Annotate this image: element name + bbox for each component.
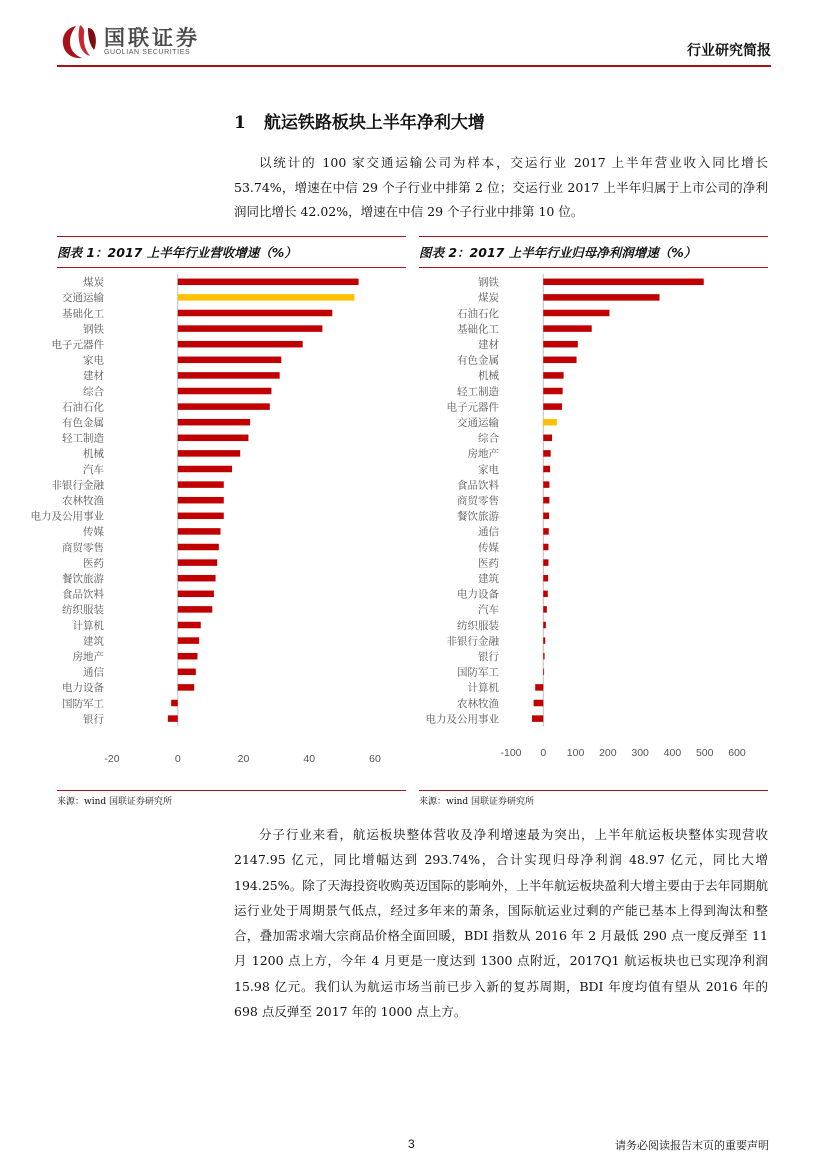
bar xyxy=(543,450,550,457)
bar xyxy=(543,669,544,676)
bar xyxy=(178,591,214,598)
category-label: 基础化工 xyxy=(457,323,499,336)
bar xyxy=(543,591,548,598)
section-heading xyxy=(234,108,485,133)
tick-label: 300 xyxy=(631,747,649,759)
bar xyxy=(178,372,280,379)
bar xyxy=(543,481,549,488)
paragraph-analysis: 分子行业来看，航运板块整体营收及净利增速最为突出，上半年航运板块整体实现营收 2147.95 亿元，同比增幅达到 293.74%，合计实现归母净利润 48.97 亿元，同比大增 194.25%。除了天海投资收购英迈国际的影响外，上半年航运板块盈利大增主要由于去年同期航运行业处于周期景气低点，经过多年来的萧条，国际航运业过剩的产能已基本上得到淘汰和整合，叠加需求端大宗商品价格全面回暖，BDI 指数从 2016 年 2 月最低 290 点一度反弹至 11 月 1200 点上方，今年 4 月更是一度达到 1300 点附近，2017Q1 航运板块也已实现净利润 15.98 亿元。我们认为航运市场当前已步入新的复苏周期，BDI 年度均值有望从 2016 年的 698 点反弹至 2017 年的 1000 点上方。 xyxy=(234,827,768,1020)
bar xyxy=(178,637,199,644)
source-rule xyxy=(57,790,406,791)
category-label: 纺织服装 xyxy=(457,619,499,632)
category-label: 农林牧渔 xyxy=(62,495,104,507)
category-label: 电子元器件 xyxy=(446,401,499,414)
tick-label: 200 xyxy=(599,747,617,759)
bar xyxy=(543,419,557,426)
category-label: 钢铁 xyxy=(478,276,499,289)
chart-panel-revenue xyxy=(30,236,406,807)
category-label: 银行 xyxy=(478,651,499,663)
bar xyxy=(543,559,548,566)
bar xyxy=(168,715,178,722)
bar xyxy=(543,403,562,410)
logo-text-cn: 国联证券 xyxy=(104,26,200,50)
tick-label: 40 xyxy=(303,753,316,765)
category-label: 食品饮料 xyxy=(457,479,499,492)
category-label: 商贸零售 xyxy=(457,495,499,507)
category-label: 石油石化 xyxy=(457,307,499,320)
bar xyxy=(543,341,578,348)
category-label: 家电 xyxy=(83,354,104,367)
category-label: 煤炭 xyxy=(478,292,499,305)
bar xyxy=(178,653,198,660)
category-label: 传媒 xyxy=(478,541,499,554)
bar xyxy=(178,684,194,691)
tick-label: 100 xyxy=(566,747,585,759)
category-label: 机械 xyxy=(83,448,104,461)
bar xyxy=(178,559,217,566)
tick-label: 500 xyxy=(695,747,714,759)
chart-title: 图表 1：2017 上半年行业营收增速（%） xyxy=(57,245,297,260)
bar xyxy=(543,372,563,379)
bar xyxy=(543,528,548,535)
category-label: 非银行金融 xyxy=(446,635,499,648)
category-label: 国防军工 xyxy=(62,697,104,710)
footer-disclaimer: 请务必阅读报告末页的重要声明 xyxy=(615,1139,769,1152)
category-label: 银行 xyxy=(83,713,104,726)
bar xyxy=(178,419,250,426)
bar xyxy=(178,388,272,395)
bar xyxy=(543,357,576,364)
tick-label: 0 xyxy=(540,747,547,759)
category-label: 轻工制造 xyxy=(62,432,104,445)
profit-growth-chart xyxy=(419,270,768,790)
section-title: 航运铁路板块上半年净利大增 xyxy=(263,113,485,133)
bar xyxy=(543,513,549,520)
bar xyxy=(178,513,224,520)
bar xyxy=(532,715,543,722)
tick-label: -20 xyxy=(104,753,120,765)
bar xyxy=(178,294,355,301)
category-label: 房地产 xyxy=(72,651,104,663)
bar xyxy=(178,325,323,332)
category-label: 通信 xyxy=(478,526,499,539)
category-label: 综合 xyxy=(478,432,499,445)
bar xyxy=(543,544,548,551)
category-label: 汽车 xyxy=(478,604,499,617)
category-label: 电子元器件 xyxy=(51,339,104,351)
bar xyxy=(543,388,562,395)
category-label: 有色金属 xyxy=(457,354,499,367)
category-label: 农林牧渔 xyxy=(457,697,499,710)
category-label: 综合 xyxy=(83,385,104,398)
category-label: 电力设备 xyxy=(62,682,104,695)
category-label: 传媒 xyxy=(83,526,104,539)
bar xyxy=(543,622,546,629)
category-label: 食品饮料 xyxy=(62,588,104,601)
category-label: 商贸零售 xyxy=(62,541,104,554)
bar xyxy=(178,669,196,676)
bar xyxy=(178,341,303,348)
category-label: 餐饮旅游 xyxy=(457,510,499,523)
revenue-growth-chart xyxy=(30,270,406,790)
category-label: 基础化工 xyxy=(62,307,104,320)
category-label: 轻工制造 xyxy=(457,385,499,398)
category-label: 交通运输 xyxy=(457,417,499,429)
bar xyxy=(178,403,270,410)
category-label: 汽车 xyxy=(83,463,104,476)
category-label: 计算机 xyxy=(72,619,104,632)
bar xyxy=(543,637,545,644)
report-type: 行业研究简报 xyxy=(687,43,771,59)
bar xyxy=(543,466,550,473)
tick-label: 20 xyxy=(237,753,250,765)
tick-label: 400 xyxy=(663,747,682,759)
category-label: 石油石化 xyxy=(62,401,104,414)
logo-text-en: GUOLIAN SECURITIES xyxy=(104,49,191,56)
category-label: 房地产 xyxy=(467,448,499,461)
tick-label: -100 xyxy=(500,747,522,759)
bar xyxy=(543,279,703,286)
bar xyxy=(178,481,224,488)
bar xyxy=(178,450,240,457)
category-label: 煤炭 xyxy=(83,276,104,289)
bar xyxy=(178,622,201,629)
bar xyxy=(178,606,213,613)
category-label: 国防军工 xyxy=(457,666,499,679)
bar xyxy=(178,357,282,364)
bar xyxy=(178,310,333,317)
bar xyxy=(543,497,549,504)
bar xyxy=(543,325,591,332)
bar xyxy=(543,294,659,301)
category-label: 电力及公用事业 xyxy=(30,510,104,523)
category-label: 建筑 xyxy=(478,573,499,585)
chart-title: 图表 2：2017 上半年行业归母净利润增速（%） xyxy=(419,245,697,260)
chart-source: 来源：wind 国联证券研究所 xyxy=(57,797,173,807)
bar xyxy=(178,435,249,442)
category-label: 有色金属 xyxy=(62,417,104,429)
category-label: 电力设备 xyxy=(457,588,499,601)
category-label: 餐饮旅游 xyxy=(62,573,104,585)
bar xyxy=(171,700,178,707)
bar xyxy=(178,528,221,535)
category-label: 家电 xyxy=(478,463,499,476)
tick-label: 60 xyxy=(369,753,381,765)
bar xyxy=(534,700,544,707)
bar xyxy=(543,435,552,442)
category-label: 医药 xyxy=(83,557,104,570)
bar xyxy=(543,606,547,613)
category-label: 通信 xyxy=(83,666,104,679)
bar xyxy=(543,575,548,582)
bar xyxy=(178,466,232,473)
paragraph-intro: 以统计的 100 家交通运输公司为样本，交运行业 2017 上半年营业收入同比增长 53.74%，增速在中信 29 个子行业中排第 2 位；交运行业 2017 上半年归属于上市公司的净利润同比增长 42.02%，增速在中信 29 个子行业中排第 10 位。 xyxy=(234,155,768,219)
category-label: 机械 xyxy=(478,370,499,383)
bar xyxy=(178,575,216,582)
category-label: 计算机 xyxy=(467,682,499,695)
page-number: 3 xyxy=(408,1137,415,1151)
category-label: 建材 xyxy=(83,370,104,383)
chart-source: 来源：wind 国联证券研究所 xyxy=(419,797,535,807)
category-label: 电力及公用事业 xyxy=(425,713,499,726)
bar xyxy=(178,279,359,286)
bar xyxy=(178,497,224,504)
bar xyxy=(543,653,544,660)
bar xyxy=(178,544,219,551)
category-label: 纺织服装 xyxy=(62,604,104,617)
tick-label: 600 xyxy=(728,747,746,759)
header-rule xyxy=(57,65,771,67)
category-label: 非银行金融 xyxy=(51,479,104,492)
section-number: 1 xyxy=(234,113,246,133)
category-label: 建材 xyxy=(478,339,499,351)
category-label: 医药 xyxy=(478,557,499,570)
category-label: 交通运输 xyxy=(62,292,104,305)
chart-panel-profit xyxy=(419,236,768,806)
category-label: 建筑 xyxy=(83,635,104,648)
bar xyxy=(543,310,609,317)
category-label: 钢铁 xyxy=(83,323,104,336)
tick-label: 0 xyxy=(174,753,181,765)
source-rule xyxy=(419,790,768,791)
bar xyxy=(535,684,543,691)
